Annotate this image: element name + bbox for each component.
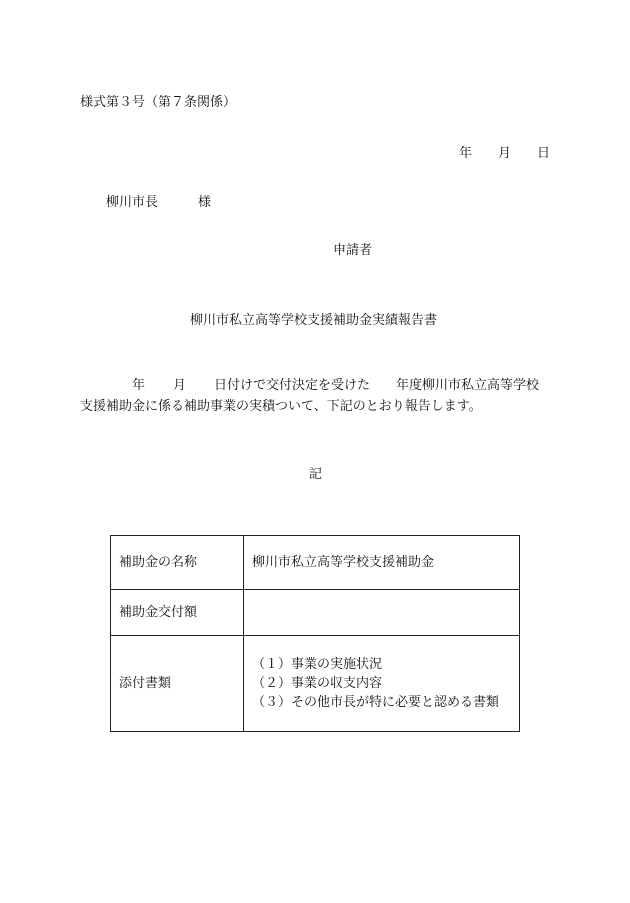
body-year: 年 (132, 378, 146, 393)
body-line-2: 支援補助金に係る補助事業の実積ついて、下記のとおり報告します。 (80, 399, 482, 414)
body-text-a: 日付けで交付決定を受けた (214, 378, 371, 393)
date-day: 日 (537, 146, 551, 161)
table-row (111, 636, 520, 732)
addressee-honorific: 様 (198, 195, 212, 210)
date-year: 年 (459, 146, 473, 161)
ki-heading: 記 (309, 467, 323, 482)
attachment-item: （２）事業の収支内容 (252, 676, 383, 691)
info-table (110, 535, 520, 732)
applicant-label: 申請者 (333, 243, 373, 258)
date-month: 月 (498, 146, 512, 161)
row-label-attachments: 添付書類 (111, 636, 244, 732)
table-row (111, 536, 520, 590)
row-label-grant-amount: 補助金交付額 (111, 590, 244, 636)
date-line (459, 146, 550, 162)
addressee (106, 195, 211, 211)
attachment-item: （１）事業の実施状況 (252, 657, 383, 672)
table-row (111, 590, 520, 636)
row-value-attachments (244, 636, 520, 732)
document-title: 柳川市私立高等学校支援補助金実績報告書 (190, 313, 438, 328)
body-month: 月 (173, 378, 187, 393)
form-number: 様式第３号（第７条関係） (80, 95, 237, 110)
row-value-grant-amount (244, 590, 520, 636)
row-value-subsidy-name: 柳川市私立高等学校支援補助金 (244, 536, 520, 590)
body-line-1 (132, 378, 539, 394)
addressee-name: 柳川市長 (106, 195, 159, 210)
row-label-subsidy-name: 補助金の名称 (111, 536, 244, 590)
attachment-item: （３）その他市長が特に必要と認める書類 (252, 695, 500, 710)
body-text-b: 年度柳川市私立高等学校 (396, 378, 540, 393)
